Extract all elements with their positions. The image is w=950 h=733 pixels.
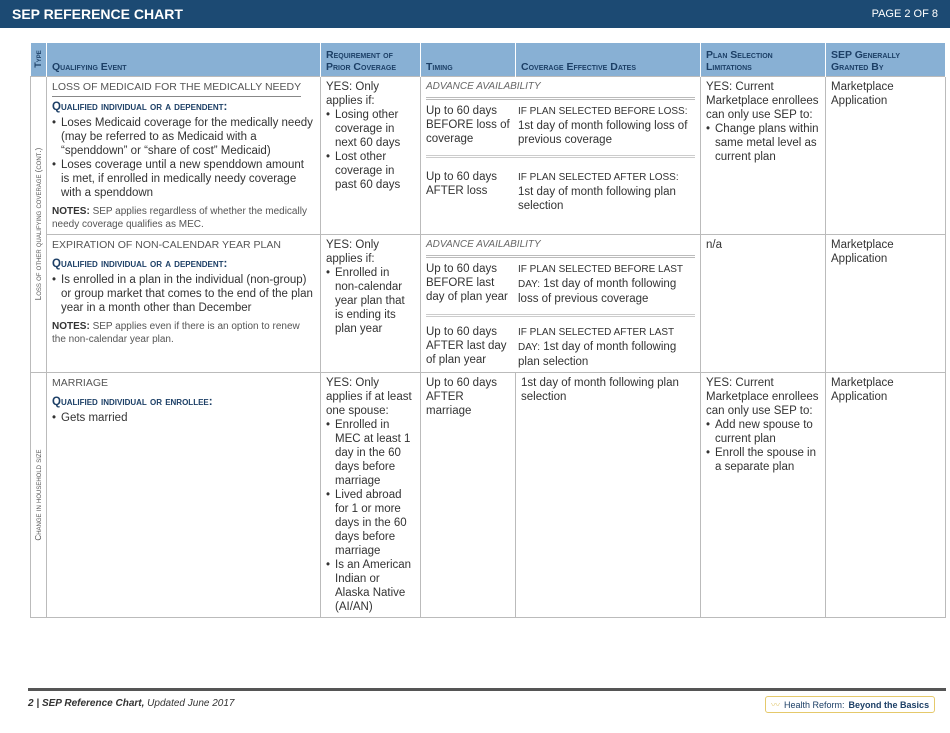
timing-cell: Up to 60 days AFTER marriage xyxy=(421,372,516,617)
header-bar xyxy=(0,0,950,28)
logo: 〰 Health Reform: Beyond the Basics xyxy=(765,696,935,713)
effective-cell: 1st day of month following plan selection xyxy=(516,372,701,617)
prior-cell: YES: Only applies if at least one spouse: • Enrolled in MEC at least 1 day in the 60 days before marriage • Lived abroad for 1 or more days in the 60 days before marriage • Is an American Indian or Alaska Native (AI/AN) xyxy=(321,372,421,617)
sep-table xyxy=(30,43,946,618)
footer-text: 2 | SEP Reference Chart, Updated June 2017 xyxy=(28,698,235,709)
page-title: SEP REFERENCE CHART xyxy=(12,6,183,22)
type-cell: Loss of other qualifying coverage (cont.) xyxy=(31,76,47,372)
col-plan: Plan Selection Limitations xyxy=(701,43,826,76)
plan-cell: n/a xyxy=(701,234,826,372)
table-row xyxy=(31,372,946,617)
table-row xyxy=(31,234,946,372)
col-event: Qualifying Event xyxy=(47,43,321,76)
granted-cell: Marketplace Application xyxy=(826,234,946,372)
granted-cell: Marketplace Application xyxy=(826,76,946,234)
timing-cell: ADVANCE AVAILABILITY Up to 60 days BEFORE last day of plan year IF PLAN SELECTED BEFORE LAST DAY: 1st day of month following loss of previous coverage Up to 60 days AFTER last day of plan year IF PLAN SELECTED AFTER LAST DAY: 1st day of month following plan selection xyxy=(421,234,701,372)
footer-divider xyxy=(28,688,946,691)
event-cell: LOSS OF MEDICAID FOR THE MEDICALLY NEEDY Qualified individual or a dependent: • Loses Medicaid coverage for the medically needy (may be referred to as Medicaid with a “spenddown” or “share of cost” Medicaid) • Loses coverage until a new spenddown amount is met, if enrolled in medically needy coverage with a spenddown NOTES: SEP applies regardless of whether the medically needy coverage qualifies as MEC. xyxy=(47,76,321,234)
col-type: Type xyxy=(31,43,47,76)
col-prior: Requirement of Prior Coverage xyxy=(321,43,421,76)
plan-cell: YES: Current Marketplace enrollees can only use SEP to: • Change plans within same metal level as current plan xyxy=(701,76,826,234)
event-cell: EXPIRATION OF NON-CALENDAR YEAR PLAN Qualified individual or a dependent: • Is enrolled in a plan in the individual (non-group) or group market that comes to the end of the plan year in a month other than December NOTES: SEP applies even if there is an option to renew the non-calendar year plan. xyxy=(47,234,321,372)
type-cell: Change in household size xyxy=(31,372,47,617)
page-number: PAGE 2 OF 8 xyxy=(871,8,938,20)
table-row xyxy=(31,76,946,234)
col-timing: Timing xyxy=(421,43,516,76)
prior-cell: YES: Only applies if: • Enrolled in non-calendar year plan that is ending its plan year xyxy=(321,234,421,372)
prior-cell: YES: Only applies if: • Losing other coverage in next 60 days • Lost other coverage in past 60 days xyxy=(321,76,421,234)
granted-cell: Marketplace Application xyxy=(826,372,946,617)
event-cell: MARRIAGE Qualified individual or enrollee: • Gets married xyxy=(47,372,321,617)
col-granted: SEP Generally Granted By xyxy=(826,43,946,76)
heartbeat-icon: 〰 xyxy=(771,700,781,710)
col-effective: Coverage Effective Dates xyxy=(516,43,701,76)
plan-cell: YES: Current Marketplace enrollees can only use SEP to: • Add new spouse to current plan • Enroll the spouse in a separate plan xyxy=(701,372,826,617)
timing-cell: ADVANCE AVAILABILITY Up to 60 days BEFORE loss of coverage IF PLAN SELECTED BEFORE LOSS: 1st day of month following loss of previous coverage Up to 60 days AFTER loss IF PLAN SELECTED AFTER LOSS: 1st day of month following plan selection xyxy=(421,76,701,234)
